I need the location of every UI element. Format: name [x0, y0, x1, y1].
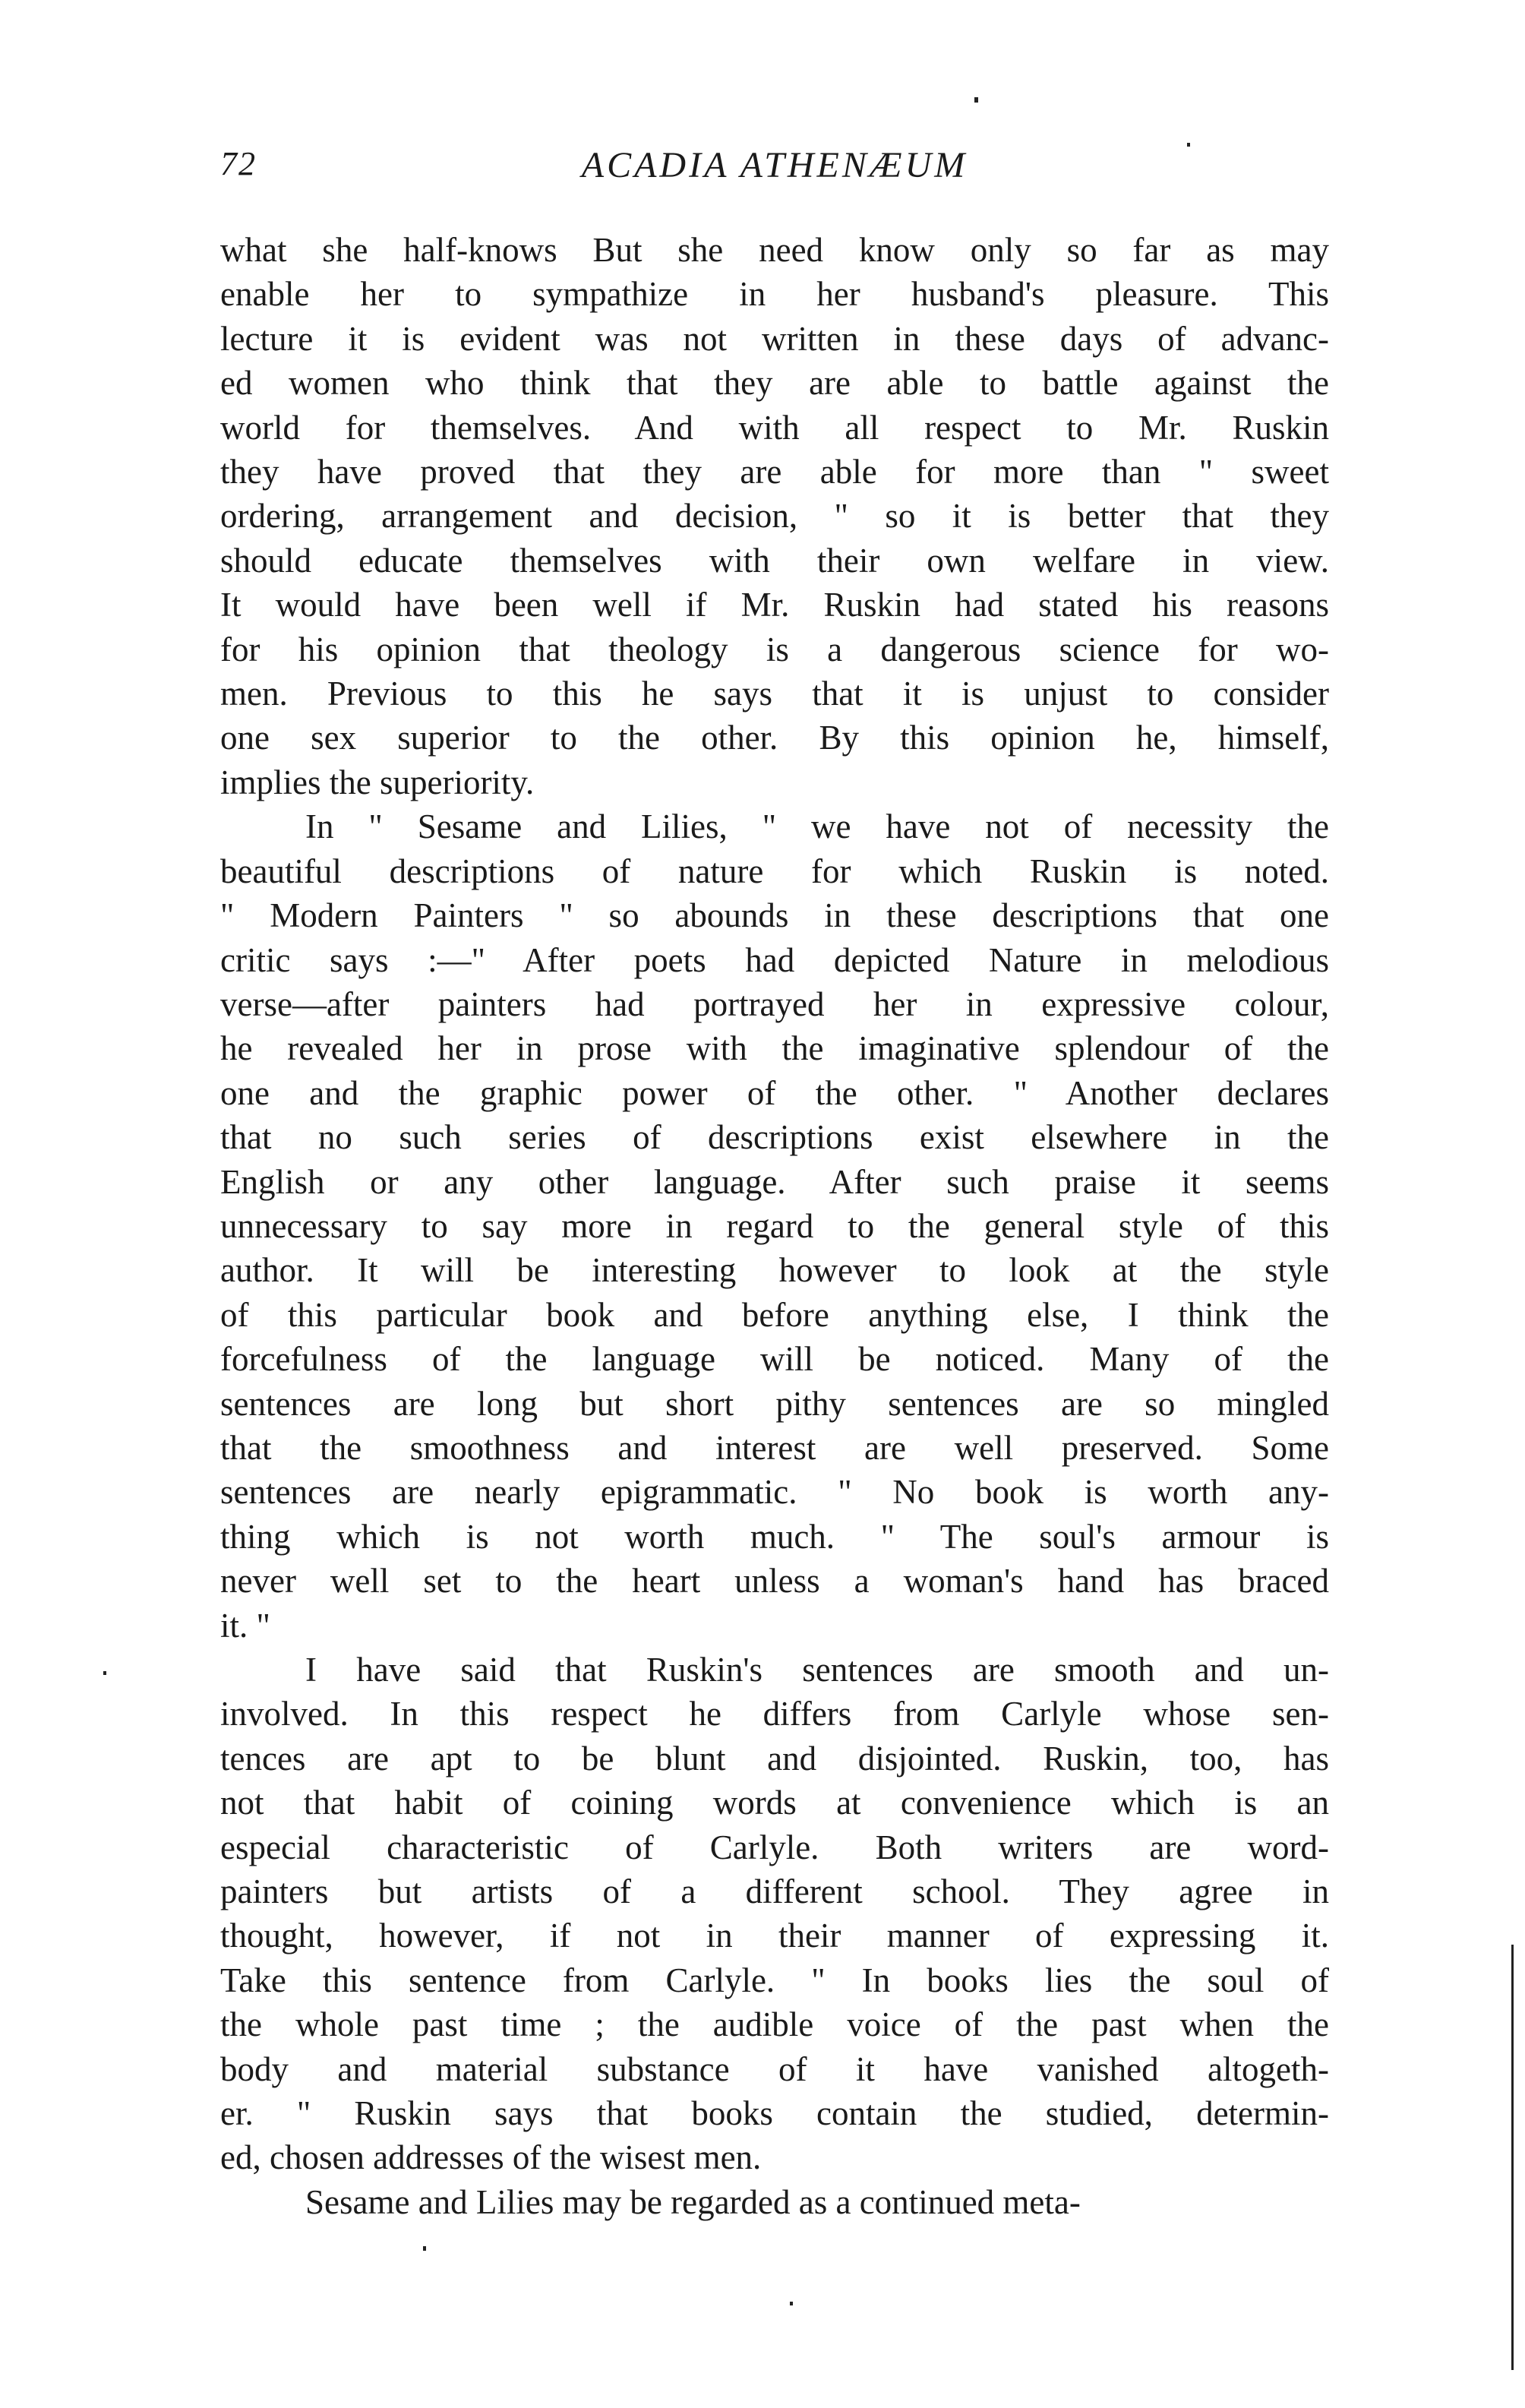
article-body [220, 228, 1329, 2224]
text-line: it. " [220, 1606, 270, 1645]
text-line: sentences are nearly epigrammatic. " No book is worth any- [220, 1473, 1329, 1512]
text-line: forcefulness of the language will be noticed. Many of the [220, 1340, 1329, 1379]
text-line: It would have been well if Mr. Ruskin had stated his reasons [220, 586, 1329, 624]
scan-dot-mark [974, 97, 978, 103]
page-number: 72 [220, 145, 257, 182]
scan-dot-mark [103, 1671, 106, 1675]
text-line: never well set to the heart unless a woman's hand has braced [220, 1562, 1329, 1601]
text-line: world for themselves. And with all respect to Mr. Ruskin [220, 408, 1329, 447]
text-line: thought, however, if not in their manner of expressing it. [220, 1917, 1329, 1955]
text-line: sentences are long but short pithy sentences are so mingled [220, 1384, 1329, 1423]
text-line: tences are apt to be blunt and disjointed. Ruskin, too, has [220, 1739, 1329, 1778]
paragraph [220, 2180, 1329, 2224]
text-line: " Modern Painters " so abounds in these descriptions that one [220, 896, 1329, 935]
scan-edge-mark [1511, 1945, 1514, 2370]
text-line: author. It will be interesting however to look at the style [220, 1251, 1329, 1290]
text-line: not that habit of coining words at convenience which is an [220, 1784, 1329, 1822]
text-line: involved. In this respect he differs from Carlyle whose sen- [220, 1695, 1329, 1733]
paragraph [220, 1648, 1329, 2180]
running-title: ACADIA ATHENÆUM [581, 145, 968, 185]
text-line: Take this sentence from Carlyle. " In books lies the soul of [220, 1961, 1329, 1999]
text-line: I have said that Ruskin's sentences are smooth and un- [305, 1651, 1329, 1689]
text-line: that no such series of descriptions exist elsewhere in the [220, 1118, 1329, 1157]
text-line: what she half-knows But she need know only so far as may [220, 231, 1329, 269]
text-line: beautiful descriptions of nature for which Ruskin is noted. [220, 852, 1329, 890]
text-line: enable her to sympathize in her husband's pleasure. This [220, 275, 1329, 314]
scan-dot-mark [423, 2246, 426, 2251]
page-header [220, 144, 1329, 198]
text-line: In " Sesame and Lilies, " we have not of necessity the [305, 807, 1329, 846]
text-line: verse—after painters had portrayed her in expressive colour, [220, 984, 1329, 1023]
text-line: unnecessary to say more in regard to the general style of this [220, 1206, 1329, 1245]
text-line: especial characteristic of Carlyle. Both writers are word- [220, 1828, 1329, 1866]
text-line: should educate themselves with their own welfare in view. [220, 541, 1329, 580]
text-line: of this particular book and before anything else, I think the [220, 1295, 1329, 1334]
text-line: one sex superior to the other. By this opinion he, himself, [220, 719, 1329, 757]
text-line: er. " Ruskin says that books contain the studied, determin- [220, 2094, 1329, 2133]
text-line: thing which is not worth much. " The soul's armour is [220, 1517, 1329, 1556]
text-line: critic says :—" After poets had depicted Nature in melodious [220, 940, 1329, 979]
text-line: English or any other language. After such praise it seems [220, 1162, 1329, 1201]
paragraph [220, 228, 1329, 804]
text-line: Sesame and Lilies may be regarded as a continued meta- [305, 2182, 1081, 2221]
paragraph [220, 804, 1329, 1648]
text-line: ordering, arrangement and decision, " so it is better that they [220, 497, 1329, 536]
text-line: implies the superiority. [220, 763, 535, 801]
scan-dot-mark [790, 2302, 793, 2305]
text-line: lecture it is evident was not written in these days of advanc- [220, 319, 1329, 358]
text-line: body and material substance of it have vanished altogeth- [220, 2049, 1329, 2088]
text-line: the whole past time ; the audible voice of the past when the [220, 2005, 1329, 2044]
text-line: men. Previous to this he says that it is unjust to consider [220, 675, 1329, 713]
text-line: he revealed her in prose with the imaginative splendour of the [220, 1029, 1329, 1068]
text-line: for his opinion that theology is a dangerous science for wo- [220, 630, 1329, 668]
text-line: that the smoothness and interest are well preserved. Some [220, 1428, 1329, 1467]
scan-dot-mark [1187, 143, 1190, 147]
text-line: painters but artists of a different school. They agree in [220, 1872, 1329, 1911]
text-line: they have proved that they are able for more than " sweet [220, 453, 1329, 491]
text-line: ed, chosen addresses of the wisest men. [220, 2138, 762, 2177]
text-line: one and the graphic power of the other. " Another declares [220, 1073, 1329, 1112]
text-line: ed women who think that they are able to battle against the [220, 364, 1329, 403]
